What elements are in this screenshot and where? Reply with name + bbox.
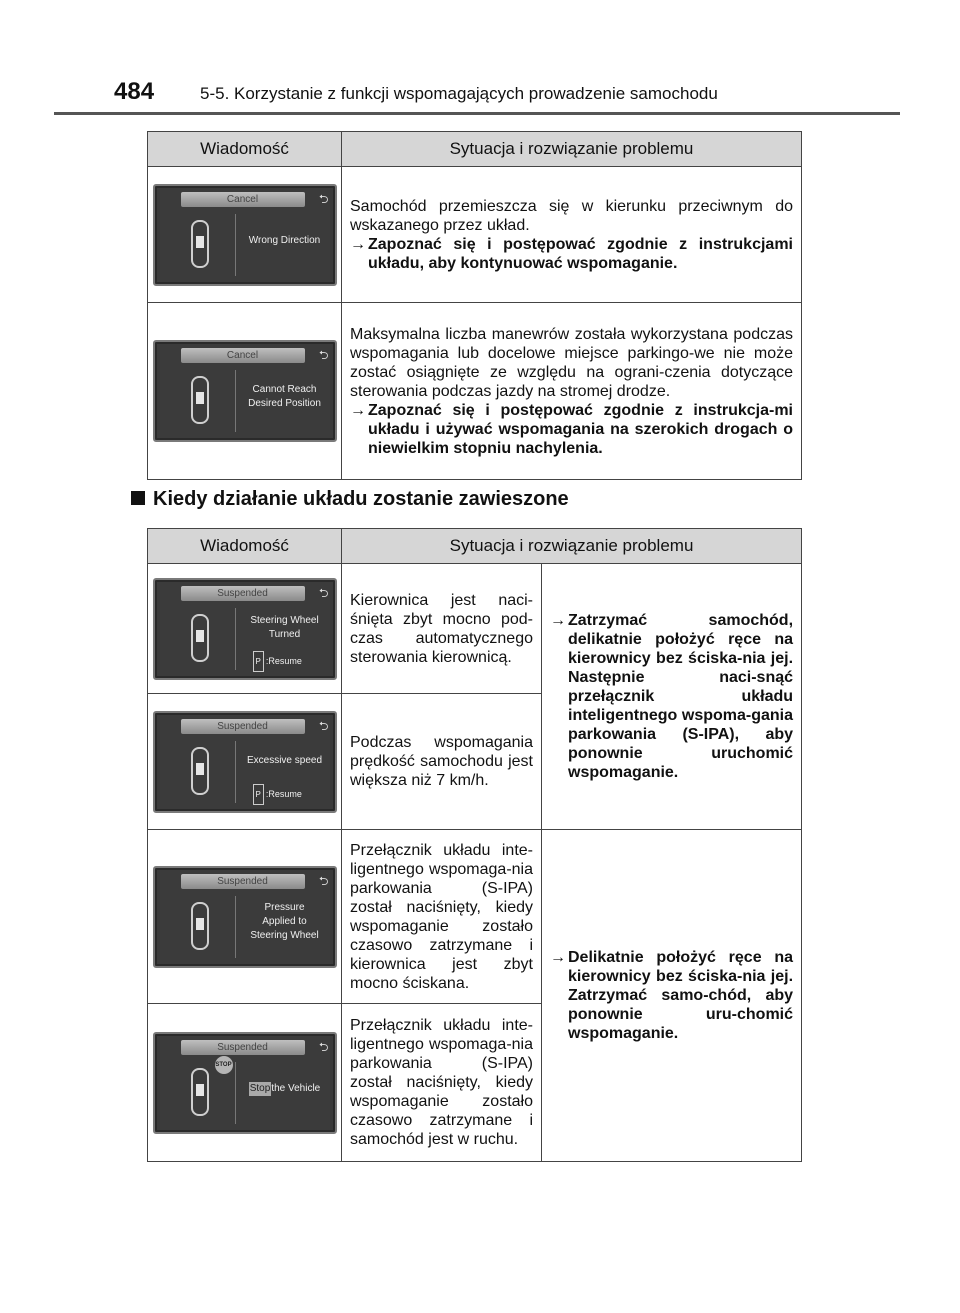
chapter-title: 5-5. Korzystanie z funkcji wspomagających prowadzenie samochodu (200, 84, 718, 103)
table-row (148, 830, 802, 1004)
situation-text: Samochód przemieszcza się w kierunku przeciwnym do wskazanego przez układ. (350, 197, 793, 234)
resume-hint: P :Resume (253, 784, 302, 805)
arrow-icon: → (350, 235, 366, 253)
display-screen-stop-vehicle (153, 1032, 337, 1134)
section-title: Kiedy działanie układu zostanie zawieszone (153, 488, 569, 510)
display-screen-wrong-direction (153, 184, 337, 286)
return-icon: ⮌ (318, 718, 329, 733)
return-icon: ⮌ (318, 348, 329, 362)
action-item (550, 948, 793, 1043)
solution-cell (542, 564, 802, 830)
arrow-icon: → (350, 401, 366, 419)
table-row (148, 564, 802, 694)
solution-cell (542, 830, 802, 1162)
situation-text: Podczas wspomagania prędkość samochodu jest większa niż 7 km/h. (350, 734, 533, 789)
screen-top-bar: Suspended (181, 874, 305, 889)
screen-divider (235, 608, 236, 670)
stop-message-rest: the Vehicle (271, 1082, 321, 1094)
page-header (0, 0, 960, 116)
column-header-solution: Sytuacja i rozwiązanie problemu (342, 132, 802, 167)
screen-divider (235, 741, 236, 803)
action-item (350, 401, 793, 458)
situation-cell (342, 830, 542, 1004)
message-image-cell (148, 1004, 342, 1162)
messages-table-cancel (147, 131, 802, 480)
car-icon (191, 1068, 209, 1116)
screen-top-bar: Suspended (181, 586, 305, 601)
action-item (550, 611, 793, 782)
situation-text: Kierownica jest naci-śnięta zbyt mocno pod-czas automatycznego sterowania kierownicą. (350, 591, 533, 666)
situation-text: Maksymalna liczba manewrów została wykorzystana podczas wspomagania lub docelowe miejsce parkingo-we nie może zostać osiągnięte ze względu na ograni-czenia dotyczące sterowania podczas jazdy na stromej drodze. (350, 325, 793, 400)
table-header-row (148, 529, 802, 564)
screen-message: Cannot Reach Desired Position (248, 384, 321, 409)
screen-divider (235, 370, 236, 432)
switch-icon: P (253, 784, 264, 805)
message-image-cell (148, 830, 342, 1004)
switch-icon: P (253, 651, 264, 672)
column-header-message: Wiadomość (148, 132, 342, 167)
return-icon: ⮌ (318, 585, 329, 600)
section-heading (131, 488, 569, 511)
return-icon: ⮌ (318, 1039, 329, 1054)
situation-cell (342, 564, 542, 694)
message-image-cell (148, 564, 342, 694)
action-text: Zatrzymać samochód, delikatnie położyć ręce na kierownicy bez ściska-nia jej. Następnie naci-snąć przełącznik układu inteligentnego wspoma-gania parkowania (S-IPA), aby ponownie uruchomić wspomaganie. (568, 612, 794, 781)
car-icon (191, 376, 209, 424)
display-screen-cannot-reach (153, 340, 337, 442)
stop-sign-icon: STOP (215, 1056, 233, 1074)
message-image-cell (148, 694, 342, 830)
screen-message: Pressure Applied to Steering Wheel (250, 901, 319, 941)
display-screen-pressure-applied (153, 866, 337, 968)
screen-message: Excessive speed (246, 754, 323, 766)
return-icon: ⮌ (318, 873, 329, 888)
solution-cell (342, 303, 802, 480)
car-icon (191, 747, 209, 795)
situation-cell (342, 694, 542, 830)
return-icon: ⮌ (318, 191, 329, 206)
messages-table-suspended (147, 528, 802, 1162)
action-text: Zapoznać się i postępować zgodnie z instrukcjami układu, aby kontynuować wspomaganie. (368, 235, 793, 272)
action-item (350, 235, 793, 273)
screen-top-bar: Cancel (181, 192, 305, 207)
action-text: Zapoznać się i postępować zgodnie z instrukcja-mi układu i używać wspomagania na szerokich drogach o niewielkim stopniu nachylenia. (368, 401, 793, 457)
situation-text: Przełącznik układu inte-ligentnego wspomaga-nia parkowania (S-IPA) został naciśnięty, kiedy wspomaganie zostało czasowo zatrzymane i kierownica jest zbyt mocno ściskana. (350, 841, 533, 992)
screen-message: Steering Wheel Turned (250, 614, 319, 640)
message-image-cell (148, 303, 342, 480)
table-row (148, 167, 802, 303)
car-icon (191, 902, 209, 950)
column-header-solution: Sytuacja i rozwiązanie problemu (342, 529, 802, 564)
arrow-icon: → (550, 949, 566, 966)
screen-top-bar: Cancel (181, 348, 305, 363)
car-icon (191, 220, 209, 268)
stop-word: Stop (249, 1082, 271, 1094)
situation-text: Przełącznik układu inte-ligentnego wspomaga-nia parkowania (S-IPA) został naciśnięty, kiedy wspomaganie zostało czasowo zatrzymane i samochód jest w ruchu. (350, 1017, 533, 1148)
screen-divider (235, 214, 236, 276)
screen-message: Wrong Direction (248, 234, 321, 246)
screen-divider (235, 896, 236, 958)
arrow-icon: → (550, 612, 566, 629)
screen-top-bar: Suspended (181, 1040, 305, 1055)
screen-top-bar: Suspended (181, 719, 305, 734)
resume-hint: P :Resume (253, 651, 302, 672)
table-row (148, 303, 802, 480)
action-text: Delikatnie położyć ręce na kierownicy bez ściska-nia jej. Zatrzymać samo-chód, aby ponownie uru-chomić wspomaganie. (568, 949, 794, 1042)
square-bullet-icon (131, 491, 145, 505)
screen-divider (235, 1062, 236, 1124)
display-screen-steering-turned (153, 578, 337, 680)
situation-cell (342, 1004, 542, 1162)
table-header-row (148, 132, 802, 167)
screen-message (239, 1064, 331, 1114)
header-rule (54, 112, 900, 115)
display-screen-excessive-speed (153, 711, 337, 813)
solution-cell (342, 167, 802, 303)
column-header-message: Wiadomość (148, 529, 342, 564)
message-image-cell (148, 167, 342, 303)
car-icon (191, 614, 209, 662)
page-number: 484 (114, 78, 155, 105)
